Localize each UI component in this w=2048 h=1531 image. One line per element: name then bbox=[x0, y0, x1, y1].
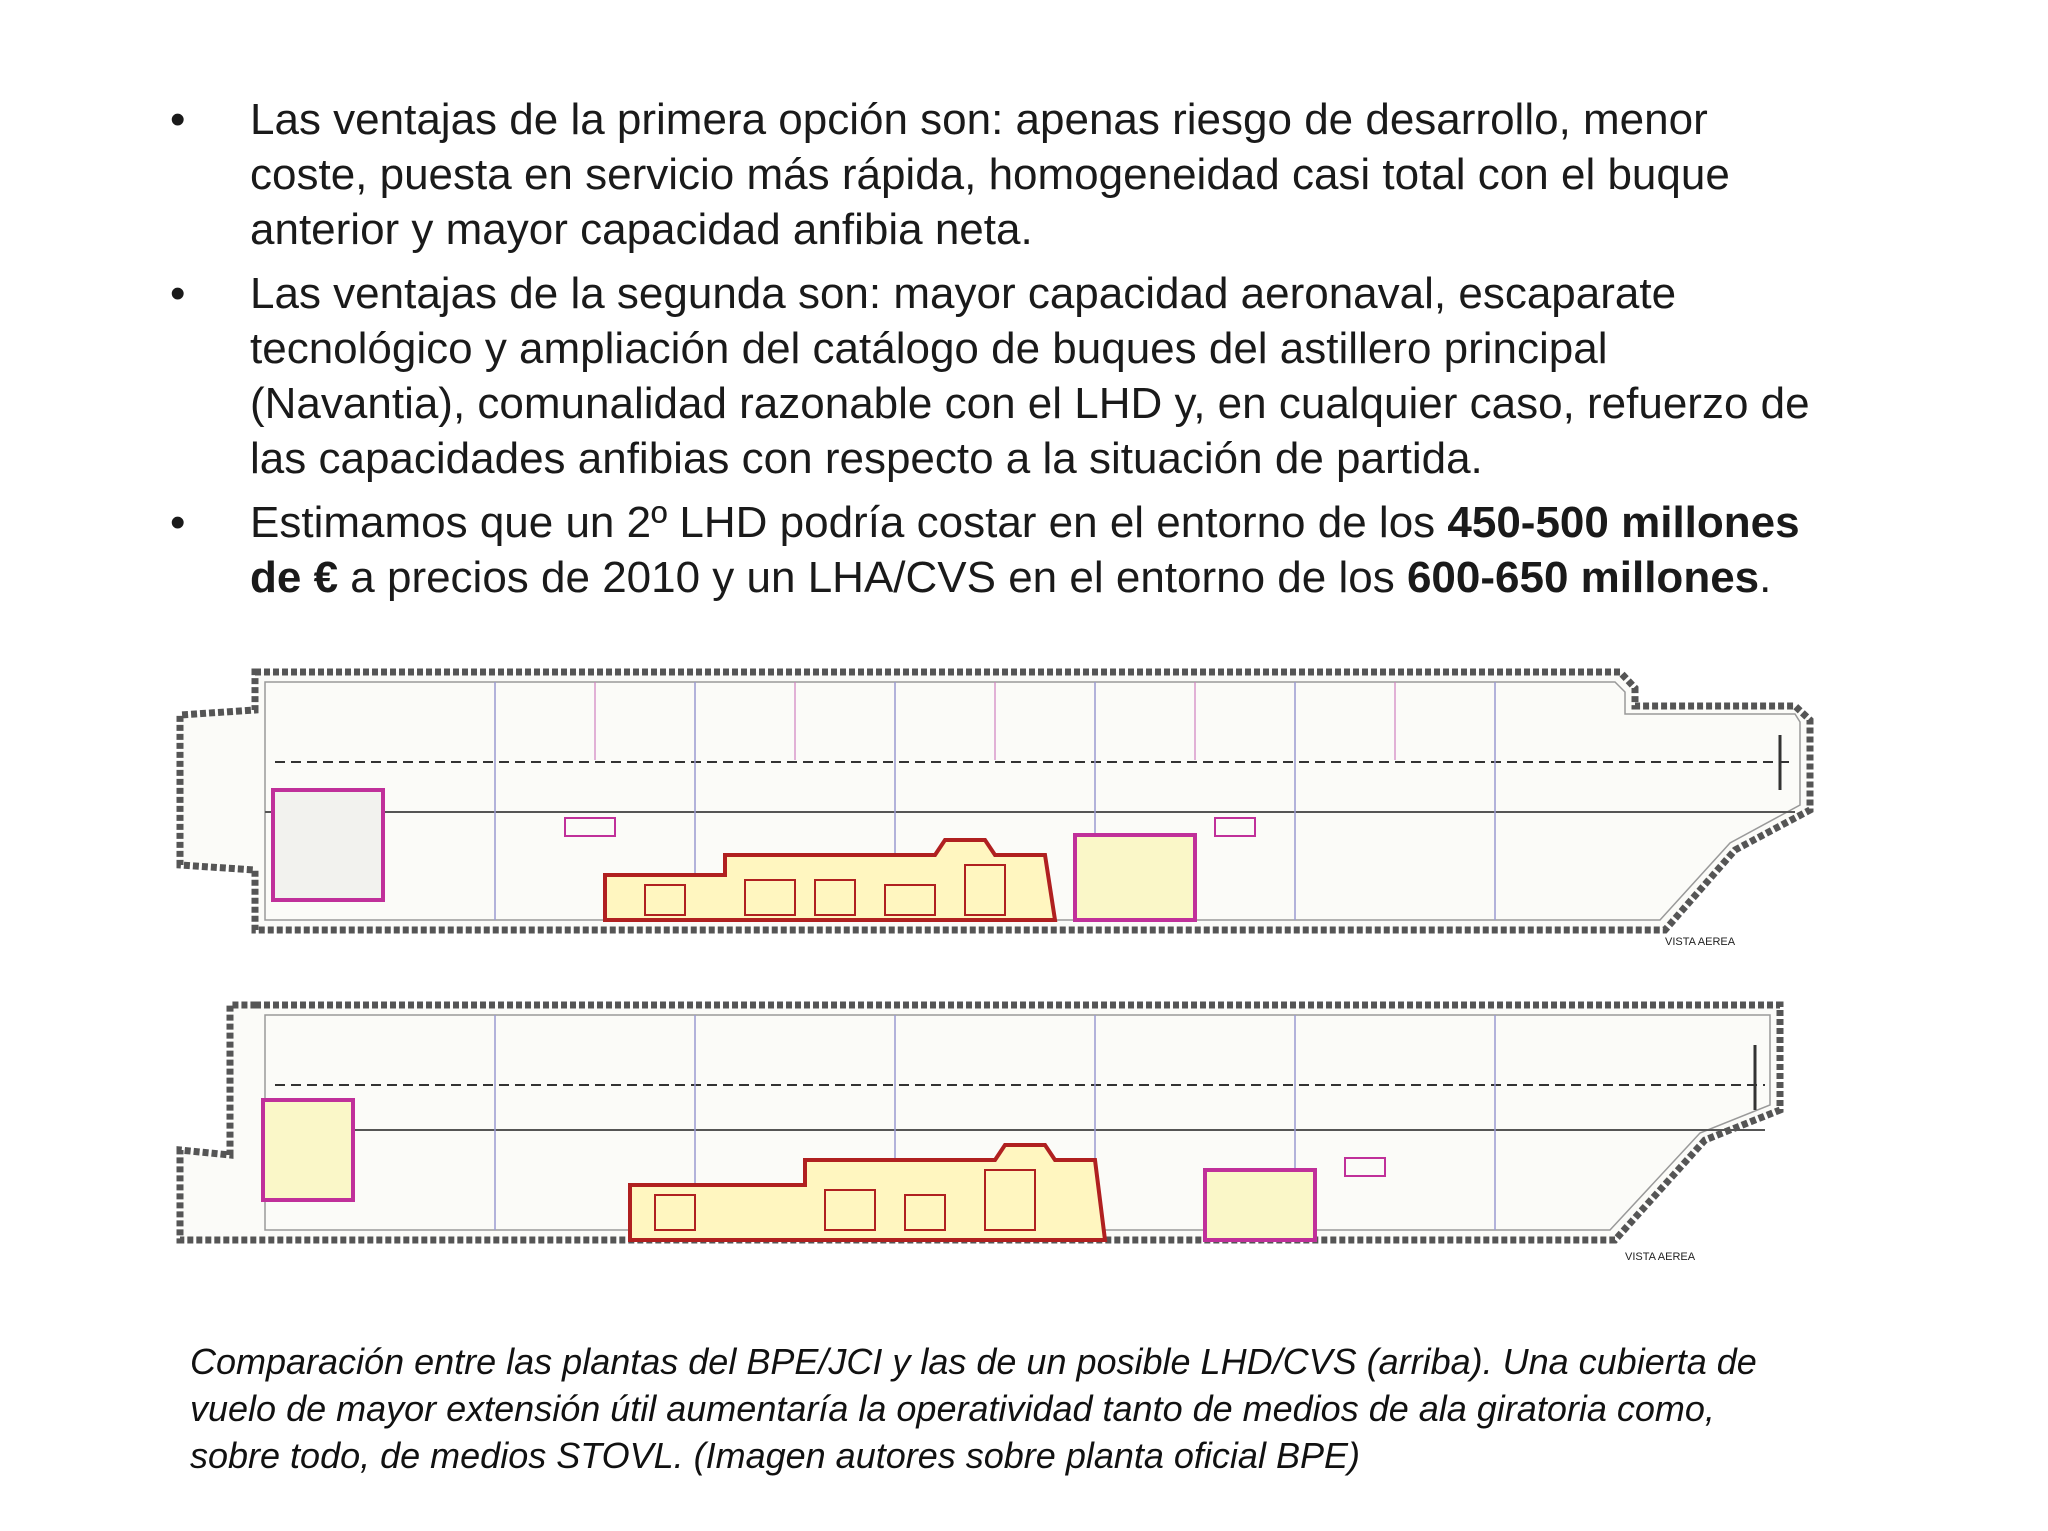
caption-line: vuelo de mayor extensión útil aumentaría la operatividad tanto de medios de ala giratoria como, bbox=[190, 1388, 1715, 1429]
bullet-marker: • bbox=[170, 95, 186, 144]
bottom-deck-plan bbox=[180, 1005, 1780, 1263]
bullet-list bbox=[170, 92, 1890, 614]
bullet-line bbox=[250, 550, 1890, 605]
lhd-cost-bold: 450-500 millones bbox=[1447, 498, 1800, 547]
cost-text: Estimamos que un 2º LHD podría costar en el entorno de los bbox=[250, 498, 1448, 547]
bullet-marker: • bbox=[170, 498, 186, 547]
bullet-line: Las ventajas de la segunda son: mayor capacidad aeronaval, escaparate bbox=[250, 269, 1677, 318]
bullet-item-second-option bbox=[170, 266, 1890, 486]
top-plan-label: VISTA AEREA bbox=[1665, 936, 1736, 948]
figure-caption bbox=[190, 1338, 1950, 1479]
bullet-item-first-option bbox=[170, 92, 1890, 257]
bullet-line bbox=[250, 495, 1890, 550]
bottom-plan-label: VISTA AEREA bbox=[1625, 1251, 1696, 1263]
cost-text: a precios de 2010 y un LHA/CVS en el entorno de los bbox=[338, 553, 1407, 602]
top-aft-elevator bbox=[273, 790, 383, 900]
ship-deck-plans-figure bbox=[165, 640, 1865, 1320]
bullet-line: coste, puesta en servicio más rápida, homogeneidad casi total con el buque bbox=[250, 150, 1730, 199]
top-deck-plan bbox=[180, 672, 1810, 948]
deck-plans-drawing bbox=[165, 640, 1865, 1320]
bullet-item-cost-estimate bbox=[170, 495, 1890, 605]
bullet-line: (Navantia), comunalidad razonable con el LHD y, en cualquier caso, refuerzo de bbox=[250, 379, 1810, 428]
bottom-aft-elevator bbox=[263, 1100, 353, 1200]
caption-line: Comparación entre las plantas del BPE/JCI y las de un posible LHD/CVS (arriba). Una cubierta de bbox=[190, 1341, 1757, 1382]
bullet-line: las capacidades anfibias con respecto a la situación de partida. bbox=[250, 434, 1483, 483]
bottom-side-elevator bbox=[1205, 1170, 1315, 1240]
cost-text-end: . bbox=[1759, 553, 1772, 602]
bullet-line: Las ventajas de la primera opción son: apenas riesgo de desarrollo, menor bbox=[250, 95, 1708, 144]
caption-line: sobre todo, de medios STOVL. (Imagen autores sobre planta oficial BPE) bbox=[190, 1435, 1360, 1476]
top-side-elevator bbox=[1075, 835, 1195, 920]
bullet-marker: • bbox=[170, 269, 186, 318]
bullet-line: tecnológico y ampliación del catálogo de buques del astillero principal bbox=[250, 324, 1608, 373]
lhd-cost-currency-bold: de € bbox=[250, 553, 339, 602]
lha-cost-bold: 600-650 millones bbox=[1406, 553, 1760, 602]
bullet-line: anterior y mayor capacidad anfibia neta. bbox=[250, 205, 1033, 254]
